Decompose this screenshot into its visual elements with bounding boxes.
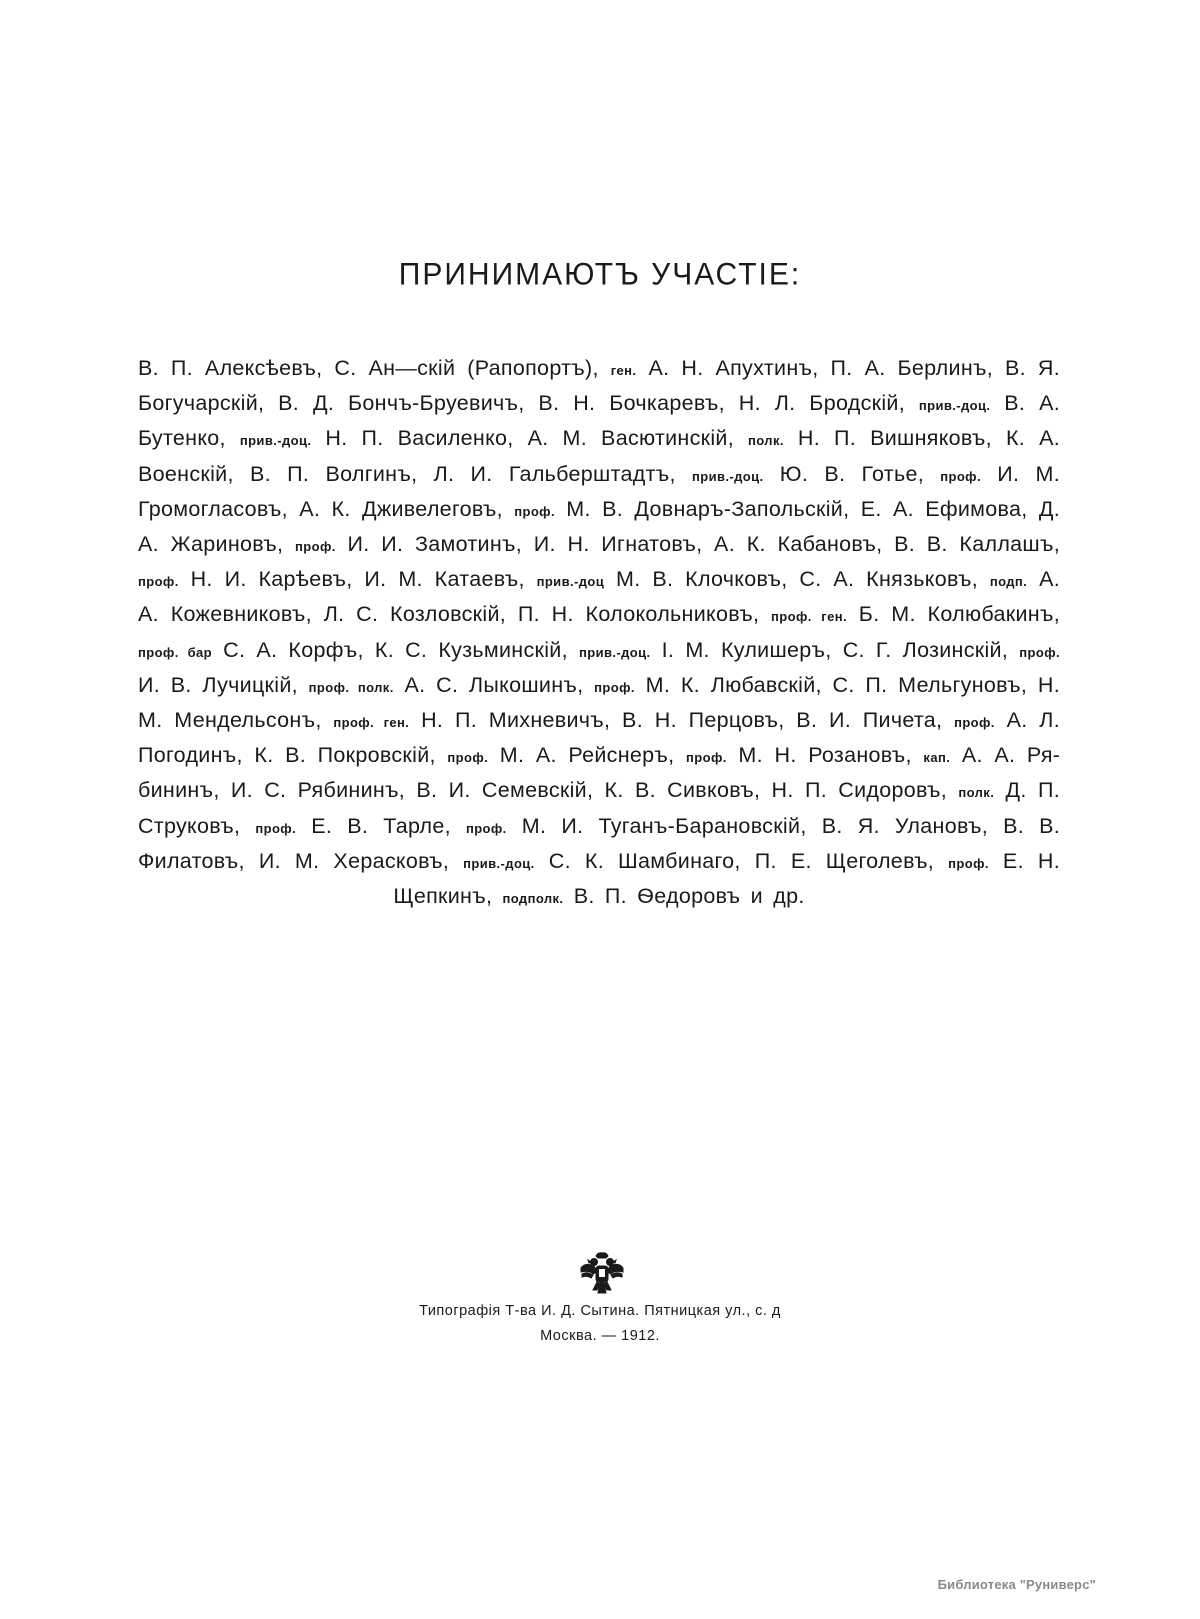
academic-title: проф. <box>940 468 981 484</box>
participant-names: Н. И. Карѣевъ, И. М. Катаевъ, <box>178 567 537 592</box>
participants-list <box>138 352 1060 915</box>
participant-names: И. В. Лучицкій, <box>138 672 309 697</box>
participant-names: М. В. Клочковъ, С. А. Князьковъ, <box>604 567 990 592</box>
academic-title: прив.-доц. <box>692 468 764 484</box>
academic-title: проф. <box>514 503 555 519</box>
participant-names: Е. Н. Щепкинъ, <box>393 848 1060 909</box>
participant-names: А. Л. Погодинъ, К. В. Покровскій, <box>138 708 1060 768</box>
participant-names: І. М. Кулишеръ, С. Г. Лозинскій, <box>650 637 1020 662</box>
participant-names: И. М. Громогласовъ, А. К. Дживелеговъ, <box>138 461 1061 521</box>
academic-title: проф. ген. <box>771 609 847 625</box>
participant-names: Н. П. Василенко, А. М. Васютинскій, <box>311 426 749 451</box>
participant-names: С. А. Корфъ, К. С. Кузьминскій, <box>212 637 579 662</box>
participant-names: В. П. Алексѣевъ, С. Ан—скій (Рапопортъ), <box>138 356 611 380</box>
academic-title: прив.-доц. <box>463 855 535 871</box>
participant-names: В. П. Ѳедоровъ и др. <box>563 884 805 909</box>
academic-title: подполк. <box>502 891 564 907</box>
participant-names: Н. П. Михневичъ, В. Н. Перцовъ, В. И. Пичета, <box>409 708 955 733</box>
academic-title: проф. бар <box>138 644 212 660</box>
academic-title: проф. <box>447 750 489 766</box>
participant-names: И. И. Замотинъ, И. Н. Игнатовъ, А. К. Кабановъ, В. В. Каллашъ, <box>335 532 1060 557</box>
participant-names: Н. П. Вишняковъ, К. А. Военскій, В. П. Волгинъ, Л. И. Гальберштадтъ, <box>138 426 1061 486</box>
academic-title: ген. <box>610 363 637 378</box>
academic-title: проф. <box>138 574 179 590</box>
academic-title: проф. <box>954 715 995 731</box>
library-watermark: Библиотека "Руниверс" <box>937 1577 1096 1592</box>
participant-names: М. Н. Розановъ, <box>726 743 924 768</box>
academic-title: прив.-доц. <box>579 644 651 660</box>
academic-title: полк. <box>958 785 995 801</box>
academic-title: проф. <box>295 539 336 555</box>
participant-names: М. К. Любавскій, С. П. Мельгуновъ, Н. М. Мендельсонъ, <box>138 672 1060 733</box>
participant-names: Б. М. Колюбакинъ, <box>847 602 1060 627</box>
participant-names: А. С. Лыкошинъ, <box>393 672 595 697</box>
academic-title: проф. <box>594 679 635 695</box>
academic-title: прив.-доц <box>536 574 605 590</box>
academic-title: проф. <box>948 855 989 871</box>
academic-title: проф. полк. <box>308 679 394 695</box>
participant-names: А. А. Рябининъ, И. С. Рябининъ, В. И. Семевскій, К. В. Сивковъ, Н. П. Сидоровъ, <box>138 743 1060 803</box>
participant-names: А. А. Кожевниковъ, Л. С. Козловскій, П. Н. Колокольниковъ, <box>138 567 1060 627</box>
participant-names: Ю. В. Готье, <box>763 461 941 486</box>
academic-title: проф. <box>1019 644 1061 660</box>
academic-title: проф. ген. <box>333 715 410 731</box>
academic-title: подп. <box>989 574 1028 590</box>
participant-names: М. В. Довнаръ-Запольскій, Е. А. Ефимова, Д. А. Жариновъ, <box>138 496 1060 557</box>
academic-title: кап. <box>923 750 951 766</box>
participant-names: В. А. Бутенко, <box>138 391 1060 451</box>
participant-names: Е. В. Тарле, <box>296 813 466 838</box>
academic-title: прив.-доц. <box>239 433 312 449</box>
page-heading: ПРИНИМАЮТЪ УЧАСТІЕ: <box>398 257 802 292</box>
academic-title: проф. <box>465 820 507 836</box>
participant-names: Д. П. Струковъ, <box>138 778 1061 838</box>
double-headed-eagle-icon <box>579 1250 625 1300</box>
printer-imprint: Типографія Т-ва И. Д. Сытина. Пятницкая ул., с. д <box>419 1303 781 1319</box>
academic-title: проф. <box>255 820 297 836</box>
academic-title: прив.-доц. <box>918 398 991 414</box>
participant-names: М. И. Туганъ-Барановскій, В. Я. Улановъ, В. В. Филатовъ, И. М. Херасковъ, <box>138 813 1060 873</box>
academic-title: полк. <box>748 433 784 449</box>
participant-names: С. К. Шамбинаго, П. Е. Щеголевъ, <box>534 848 949 873</box>
academic-title: проф. <box>686 750 727 766</box>
participant-names: А. Н. Апухтинъ, П. А. Берлинъ, В. Я. Богучарскій, В. Д. Бончъ-Бруевичъ, В. Н. Бочкаревъ, Н. Л. Бродскій, <box>138 356 1061 416</box>
participant-names: М. А. Рейснеръ, <box>488 743 687 768</box>
city-year: Москва. — 1912. <box>540 1328 660 1344</box>
